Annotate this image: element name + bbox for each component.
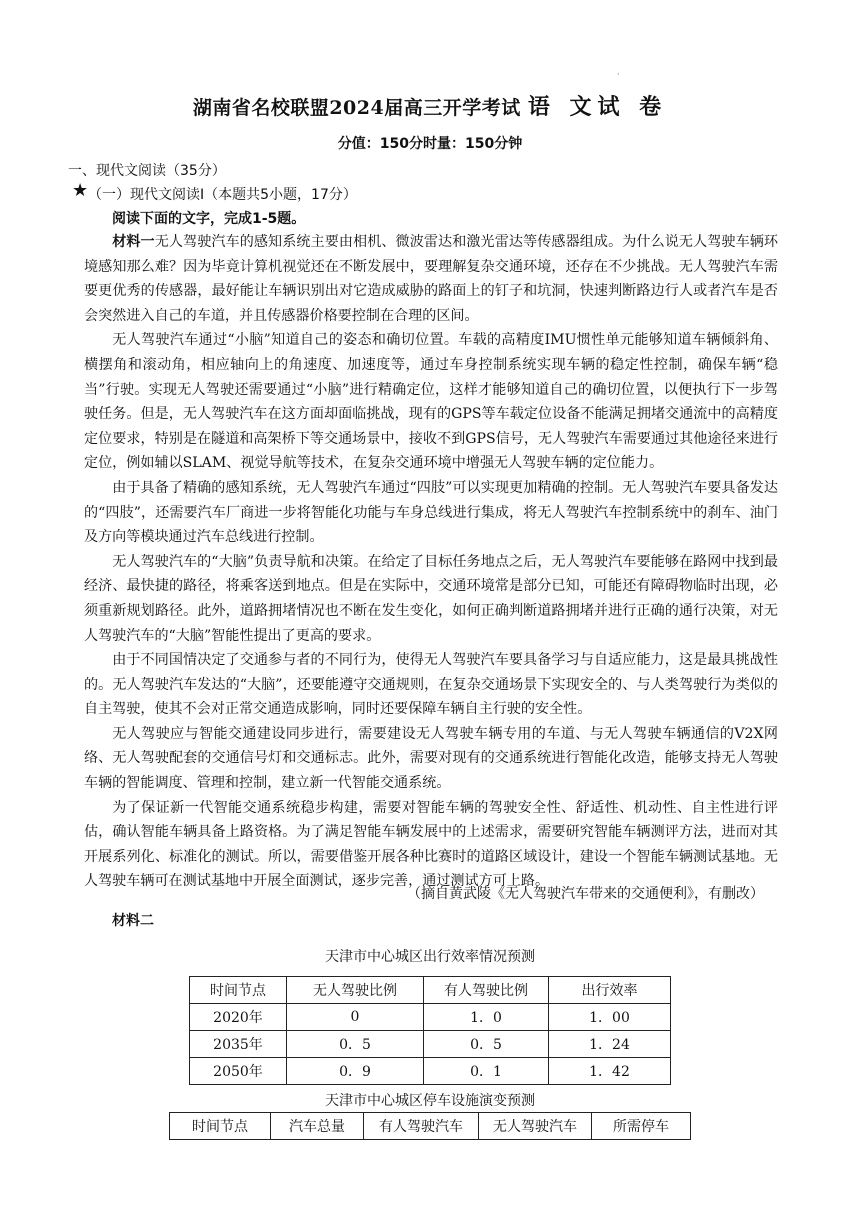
table-cell: 2050年: [190, 1058, 287, 1085]
exam-subtitle: 分值：150分时量：150分钟: [337, 136, 523, 152]
table-header-row: [190, 977, 671, 1004]
table-cell: 1．24: [549, 1031, 671, 1058]
table-header-cell: 无人驾驶比例: [287, 977, 424, 1004]
table-header-cell: 出行效率: [549, 977, 671, 1004]
table-cell: 0: [287, 1004, 424, 1031]
material-two-label: 材料二: [112, 913, 154, 929]
table-cell: 1．42: [549, 1058, 671, 1085]
table-header-cell: 汽车总量: [271, 1113, 364, 1140]
table-cell: 1．00: [549, 1004, 671, 1031]
parking-table: [169, 1112, 691, 1140]
table-header-row: [170, 1113, 691, 1140]
source-citation: （摘自黄武陵《无人驾驶汽车带来的交通便利》，有删改）: [407, 886, 764, 902]
exam-title-subject: 语 文试 卷: [527, 94, 668, 120]
table-header-cell: 有人驾驶比例: [424, 977, 549, 1004]
table-row: [190, 1031, 671, 1058]
table-header-cell: 所需停车: [592, 1113, 691, 1140]
paragraph: 材料一无人驾驶汽车的感知系统主要由相机、微波雷达和激光雷达等传感器组成。为什么说无人驾驶车辆环境感知那么难？因为毕竟计算机视觉还在不断发展中，要理解复杂交通环境，还存在不少挑战。无人驾驶汽车需要更优秀的传感器，最好能让车辆识别出对它造成威胁的路面上的钉子和坑洞，快速判断路边行人或者汽车是否会突然进入自己的车道，并且传感器价格要控制在合理的区间。: [84, 234, 779, 324]
material-one-label: 材料一: [112, 234, 155, 250]
instruction: 阅读下面的文字，完成1-5题。: [112, 211, 306, 227]
paragraph: 无人驾驶汽车通过“小脑”知道自己的姿态和确切位置。车载的高精度IMU惯性单元能够知道车辆倾斜角、横摆角和滚动角，相应轴向上的角速度、加速度等，通过车身控制系统实现车辆的稳定性控制，确保车辆“稳当”行驶。实现无人驾驶还需要通过“小脑”进行精确定位，这样才能够知道自己的确切位置，以便执行下一步驾驶任务。但是，无人驾驶汽车在这方面却面临挑战，现有的GPS等车载定位设备不能满足拥堵交通流中的高精度定位要求，特别是在隧道和高架桥下等交通场景中，接收不到GPS信号，无人驾驶汽车需要通过其他途径来进行定位，例如辅以SLAM、视觉导航等技术，在复杂交通环境中增强无人驾驶车辆的定位能力。: [84, 332, 778, 472]
section-heading: 一、现代文阅读（35分）: [68, 163, 226, 179]
star-icon: ★: [72, 180, 89, 201]
sub-heading: （一）现代文阅读Ⅰ（本题共5小题，17分）: [88, 187, 357, 203]
table-row: [190, 1058, 671, 1085]
paragraph: 为了保证新一代智能交通系统稳步构建，需要对智能车辆的驾驶安全性、舒适性、机动性、自主性进行评估，确认智能车辆具备上路资格。为了满足智能车辆发展中的上述需求，需要研究智能车辆测评方法，进而对其开展系列化、标准化的测试。所以，需要借鉴开展各种比赛时的道路区域设计，建设一个智能车辆测试基地。无人驾驶车辆可在测试基地中开展全面测试，逐步完善，通过测试方可上路。: [84, 799, 778, 890]
table-cell: 0．5: [424, 1031, 549, 1058]
efficiency-table: [189, 976, 671, 1085]
paragraph: 由于不同国情决定了交通参与者的不同行为，使得无人驾驶汽车要具备学习与自适应能力，这是最具挑战性的。无人驾驶汽车发达的“大脑”，还要能遵守交通规则，在复杂交通场景下实现安全的、与人类驾驶行为类似的自主驾驶，使其不会对正常交通造成影响，同时还要保障车辆自主行驶的安全性。: [84, 652, 778, 718]
table-cell: 2020年: [190, 1004, 287, 1031]
speck-mark: ·: [617, 70, 620, 79]
table-header-cell: 有人驾驶汽车: [364, 1113, 479, 1140]
paragraph: 无人驾驶应与智能交通建设同步进行，需要建设无人驾驶车辆专用的车道、与无人驾驶车辆通信的V2X网络、无人驾驶配套的交通信号灯和交通标志。此外，需要对现有的交通系统进行智能化改造，能够支持无人驾驶车辆的智能调度、管理和控制，建立新一代智能交通系统。: [84, 725, 778, 792]
exam-title: [0, 90, 860, 121]
paragraph: 由于具备了精确的感知系统，无人驾驶汽车通过“四肢”可以实现更加精确的控制。无人驾驶汽车要具备发达的“四肢”，还需要汽车厂商进一步将智能化功能与车身总线进行集成，将无人驾驶汽车控制系统中的刹车、油门及方向等模块通过汽车总线进行控制。: [84, 479, 778, 546]
table-cell: 0．1: [424, 1058, 549, 1085]
exam-title-main: 湖南省名校联盟2024届高三开学考试: [192, 97, 521, 119]
table-one-caption: 天津市中心城区出行效率情况预测: [325, 949, 535, 965]
material-one-body: [84, 230, 778, 894]
table-two-caption: 天津市中心城区停车设施演变预测: [325, 1093, 535, 1109]
table-cell: 0．5: [287, 1031, 424, 1058]
table-cell: 2035年: [190, 1031, 287, 1058]
paragraph: 无人驾驶汽车的“大脑”负责导航和决策。在给定了目标任务地点之后，无人驾驶汽车要能够在路网中找到最经济、最快捷的路径，将乘客送到地点。但是在实际中，交通环境常是部分已知，可能还有障碍物临时出现，必须重新规划路径。此外，道路拥堵情况也不断在发生变化，如何正确判断道路拥堵并进行正确的通行决策，对无人驾驶汽车的“大脑”智能性提出了更高的要求。: [84, 553, 778, 644]
table-cell: 1．0: [424, 1004, 549, 1031]
table-header-cell: 时间节点: [190, 977, 287, 1004]
table-row: [190, 1004, 671, 1031]
table-header-cell: 无人驾驶汽车: [479, 1113, 592, 1140]
table-header-cell: 时间节点: [170, 1113, 271, 1140]
table-cell: 0．9: [287, 1058, 424, 1085]
